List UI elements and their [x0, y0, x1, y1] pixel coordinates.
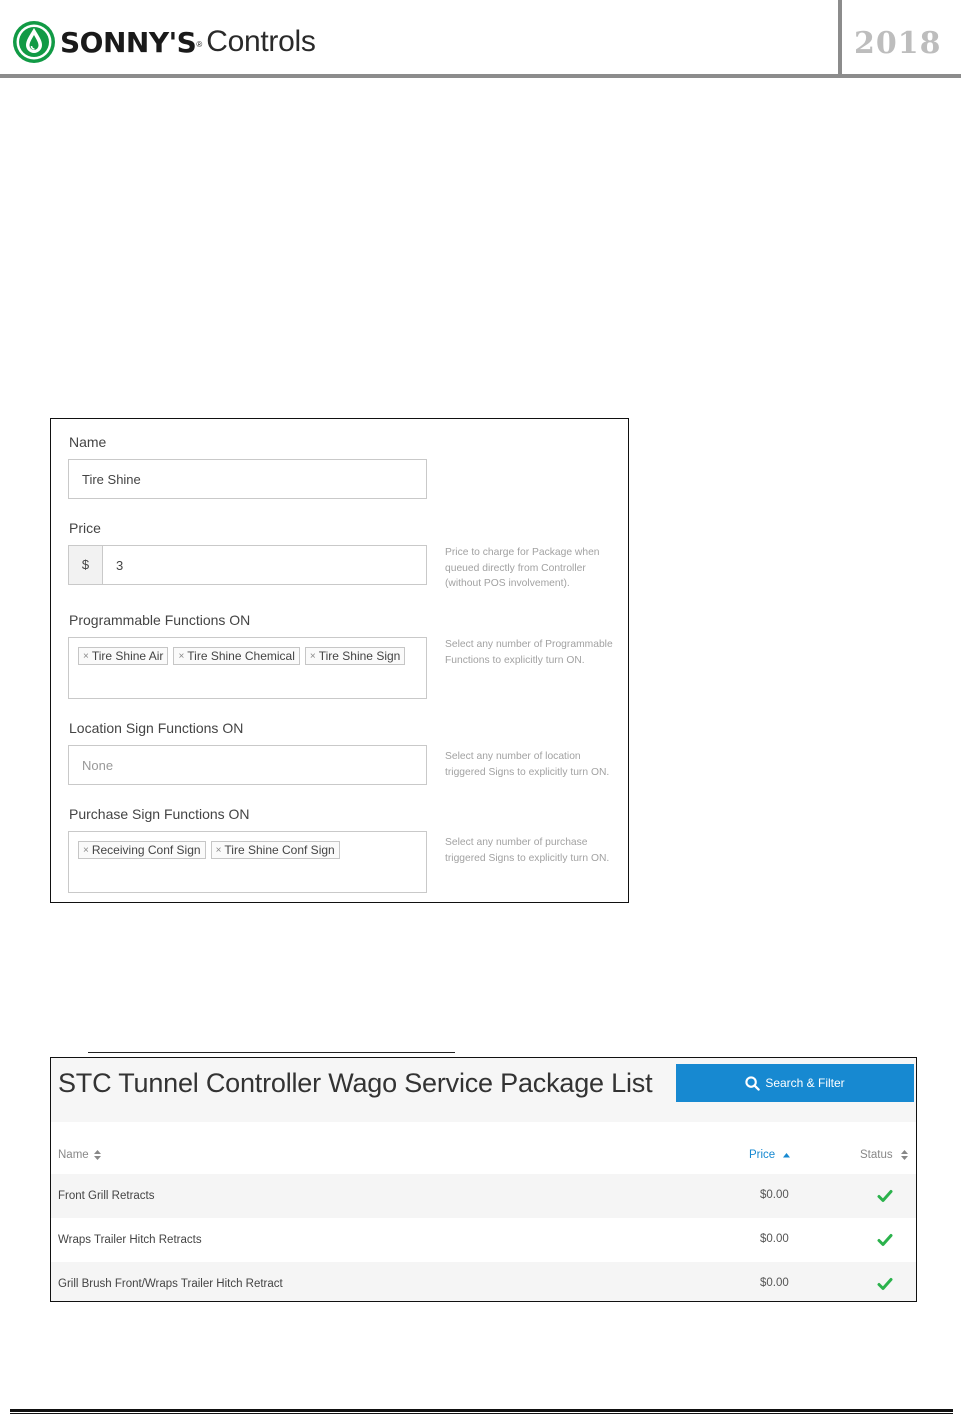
purchase-sign-functions-select[interactable]: [68, 831, 427, 893]
remove-tag-icon[interactable]: ×: [83, 844, 89, 856]
selected-tag: × Tire Shine Sign: [305, 647, 405, 665]
logo-registered-mark: ®: [196, 39, 203, 49]
location-sign-placeholder: None: [82, 758, 114, 773]
programmable-functions-select[interactable]: [68, 637, 427, 699]
remove-tag-icon[interactable]: ×: [178, 650, 185, 662]
sonnys-controls-logo: [12, 20, 316, 64]
name-label: Name: [69, 434, 107, 450]
selected-tag: × Tire Shine Chemical: [173, 647, 299, 665]
selected-tag: × Tire Shine Air: [78, 647, 168, 665]
header-rule: [0, 74, 961, 78]
logo-brand-text: SONNY'S: [60, 25, 197, 59]
purchase-sign-help-text: Select any number of purchase triggered Signs to explicitly turn ON.: [445, 837, 610, 864]
header-year: 2018: [854, 26, 942, 61]
programmable-functions-help-text: Select any number of Programmable Functions to explicitly turn ON.: [445, 639, 613, 666]
name-input[interactable]: [68, 459, 427, 499]
package-list-screenshot: [50, 1057, 917, 1302]
package-list-title: STC Tunnel Controller Wago Service Package List: [58, 1068, 653, 1098]
price-help-text: Price to charge for Package when queued directly from Controller (without POS involvement).: [445, 547, 600, 589]
sort-ascending-icon: [783, 1153, 790, 1158]
page-header: [0, 0, 961, 78]
name-column-header[interactable]: Name: [58, 1149, 101, 1161]
location-sign-functions-label: Location Sign Functions ON: [69, 720, 244, 736]
sort-both-icon: [94, 1150, 101, 1160]
price-label: Price: [69, 520, 101, 536]
remove-tag-icon[interactable]: ×: [309, 650, 316, 662]
package-price-cell: $0.00: [760, 1233, 789, 1245]
header-divider: [838, 0, 842, 78]
package-form-screenshot: [50, 418, 629, 903]
location-sign-functions-select[interactable]: [68, 745, 427, 785]
table-row[interactable]: [51, 1262, 916, 1302]
package-list-header: [51, 1058, 916, 1122]
table-header-row: [51, 1122, 916, 1174]
section-rule: [88, 1052, 455, 1053]
price-input[interactable]: [68, 545, 427, 585]
package-price-cell: $0.00: [760, 1189, 789, 1201]
package-price-cell: $0.00: [760, 1277, 789, 1289]
package-name-cell: Wraps Trailer Hitch Retracts: [58, 1234, 202, 1246]
status-column-header[interactable]: Status: [860, 1149, 908, 1161]
price-column-header[interactable]: Price: [749, 1149, 790, 1161]
remove-tag-icon[interactable]: ×: [83, 650, 89, 662]
footer-rule-thin: [10, 1413, 953, 1414]
search-filter-button[interactable]: [676, 1064, 914, 1102]
check-icon: [877, 1188, 893, 1204]
selected-tag: × Receiving Conf Sign: [78, 841, 206, 859]
table-row[interactable]: [51, 1174, 916, 1218]
location-sign-help-text: Select any number of location triggered Signs to explicitly turn ON.: [445, 751, 610, 778]
footer-rule: [10, 1409, 953, 1412]
sort-both-icon: [901, 1150, 908, 1160]
search-filter-label: Search & Filter: [765, 1076, 845, 1090]
remove-tag-icon[interactable]: ×: [215, 844, 222, 856]
logo-product-text: Controls: [206, 25, 316, 58]
price-input-value: 3: [116, 558, 124, 573]
name-input-value: Tire Shine: [82, 472, 141, 487]
selected-tag: × Tire Shine Conf Sign: [211, 841, 340, 859]
check-icon: [877, 1276, 893, 1292]
search-icon: [745, 1076, 760, 1091]
check-icon: [877, 1232, 893, 1248]
purchase-sign-functions-label: Purchase Sign Functions ON: [69, 806, 250, 822]
currency-addon: $: [69, 546, 103, 584]
package-name-cell: Front Grill Retracts: [58, 1190, 155, 1202]
package-name-cell: Grill Brush Front/Wraps Trailer Hitch Retract: [58, 1278, 283, 1290]
water-drop-logo-icon: [12, 20, 56, 64]
table-row[interactable]: [51, 1218, 916, 1262]
programmable-functions-label: Programmable Functions ON: [69, 612, 251, 628]
